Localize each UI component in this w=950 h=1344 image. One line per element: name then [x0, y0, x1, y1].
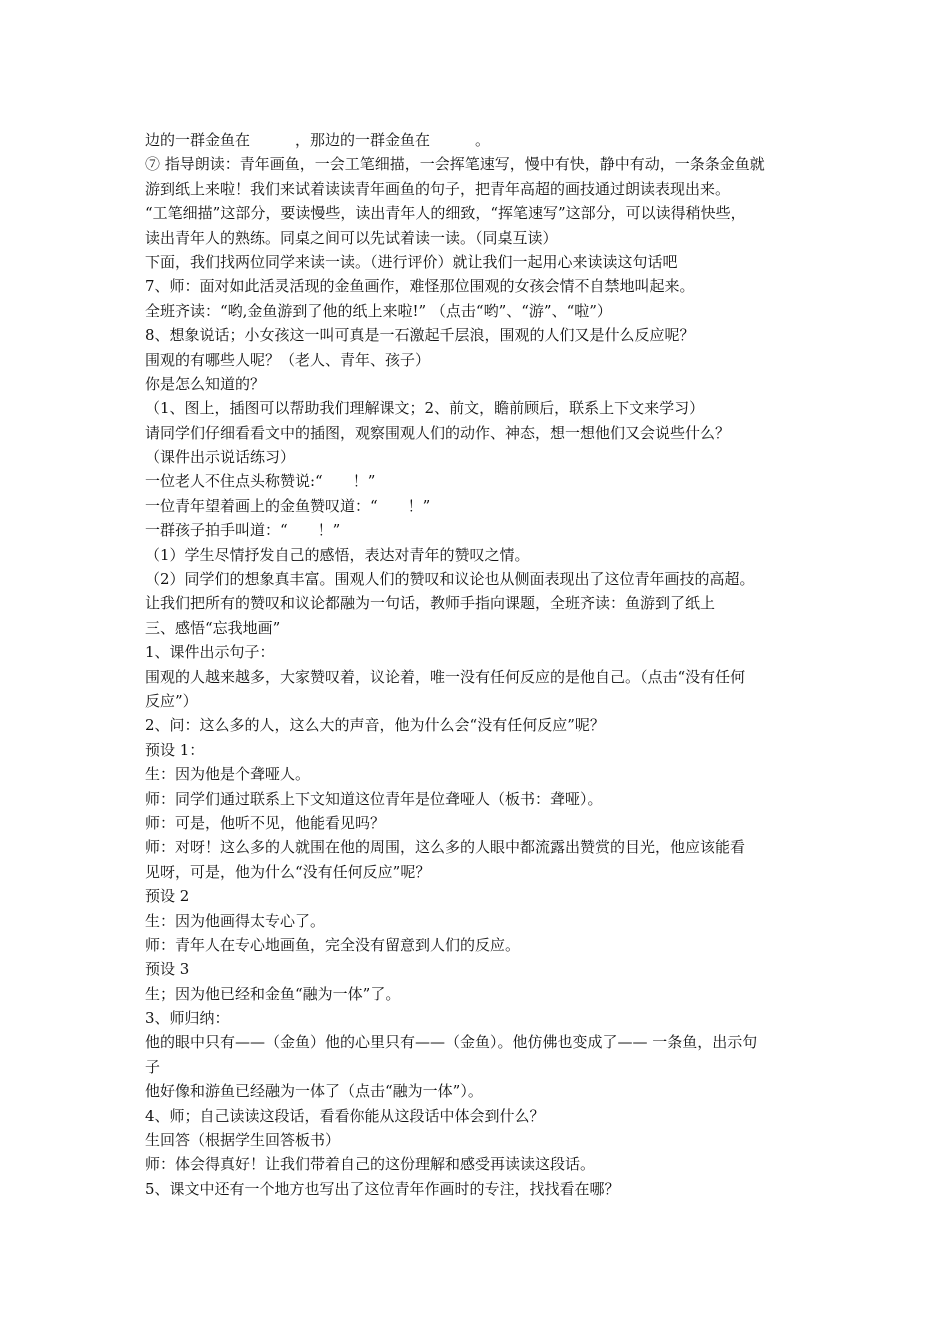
text-line: 师：青年人在专心地画鱼，完全没有留意到人们的反应。	[145, 935, 521, 954]
text-line: 预设 2	[145, 887, 190, 906]
text-line: 生：因为他画得太专心了。	[145, 911, 326, 930]
text-line: 师：可是，他听不见，他能看见吗？	[145, 813, 386, 832]
text-line: 师：体会得真好！让我们带着自己的这份理解和感受再读读这段话。	[145, 1155, 596, 1174]
text-line: 预设 1：	[145, 740, 205, 759]
text-line: 7、师：面对如此活灵活现的金鱼画作，难怪那位围观的女孩会情不自禁地叫起来。	[145, 277, 695, 296]
text-line: 一位老人不住点头称赞说:“ ！”	[145, 472, 376, 491]
text-line: 2、问：这么多的人，这么大的声音，他为什么会“没有任何反应”呢？	[145, 716, 605, 735]
text-line: 4、师；自己读读这段话，看看你能从这段话中体会到什么？	[145, 1106, 545, 1125]
text-line: 读出青年人的熟练。同桌之间可以先试着读一读。（同桌互读）	[145, 228, 558, 247]
text-line: 生回答（根据学生回答板书）	[145, 1131, 341, 1150]
text-line: 预设 3	[145, 960, 190, 979]
text-line: 下面，我们找两位同学来读一读。（进行评价）就让我们一起用心来读读这句话吧	[145, 252, 678, 271]
text-line: 5、课文中还有一个地方也写出了这位青年作画时的专注，找找看在哪？	[145, 1179, 620, 1198]
text-line: 一位青年望着画上的金鱼赞叹道：“ ！”	[145, 496, 431, 515]
text-line: 生；因为他已经和金鱼“融为一体”了。	[145, 984, 401, 1003]
text-line: （1、图上，插图可以帮助我们理解课文；2、前文，瞻前顾后，联系上下文来学习）	[145, 399, 705, 418]
text-line: 师：对呀！这么多的人就围在他的周围，这么多的人眼中都流露出赞赏的目光，他应该能看	[145, 838, 746, 857]
text-line: 他好像和游鱼已经融为一体了（点击“融为一体”）。	[145, 1082, 483, 1101]
text-line: 生：因为他是个聋哑人。	[145, 765, 311, 784]
text-line: 围观的有哪些人呢？（老人、青年、孩子）	[145, 350, 431, 369]
text-line: 全班齐读：“哟,金鱼游到了他的纸上来啦!” （点击“哟”、“游”、“啦”）	[145, 301, 612, 320]
section-heading: 三、感悟“忘我地画”	[145, 618, 281, 637]
text-line: 边的一群金鱼在 ，那边的一群金鱼在 。	[145, 131, 491, 149]
document-body	[145, 128, 825, 1201]
text-line: 见呀，可是，他为什么“没有任何反应”呢？	[145, 862, 431, 881]
text-line: 他的眼中只有——（金鱼）他的心里只有——（金鱼）。他仿佛也变成了—— 一条鱼，出示句	[145, 1033, 758, 1052]
text-line: 师：同学们通过联系上下文知道这位青年是位聋哑人（板书：聋哑）。	[145, 789, 603, 808]
text-line: （1）学生尽情抒发自己的感悟，表达对青年的赞叹之情。	[145, 545, 530, 564]
text-line: 反应”）	[145, 691, 198, 710]
text-line: 1、课件出示句子：	[145, 643, 275, 662]
text-line: 子	[145, 1057, 161, 1076]
text-line: （2）同学们的想象真丰富。围观人们的赞叹和议论也从侧面表现出了这位青年画技的高超。	[145, 570, 755, 589]
text-line: （课件出示说话练习）	[145, 448, 296, 467]
text-line: 8、想象说话；小女孩这一叫可真是一石激起千层浪，围观的人们又是什么反应呢？	[145, 326, 695, 345]
text-line: ⑦ 指导朗读：青年画鱼，一会工笔细描，一会挥笔速写，慢中有快，静中有动，一条条金鱼就	[145, 155, 765, 174]
text-line: 让我们把所有的赞叹和议论都融为一句话，教师手指向课题，全班齐读：鱼游到了纸上	[145, 594, 716, 613]
text-line: 3、师归纳：	[145, 1009, 230, 1028]
text-line: 游到纸上来啦！我们来试着读读青年画鱼的句子，把青年高超的画技通过朗读表现出来。	[145, 179, 731, 198]
text-line: “工笔细描”这部分，要读慢些，读出青年人的细致，“挥笔速写”这部分，可以读得稍快些，	[145, 204, 746, 223]
text-line: 一群孩子拍手叫道：“ ！”	[145, 521, 341, 540]
text-line: 请同学们仔细看看文中的插图，观察围观人们的动作、神态，想一想他们又会说些什么？	[145, 423, 731, 442]
text-line: 你是怎么知道的？	[145, 374, 266, 393]
text-line: 围观的人越来越多，大家赞叹着，议论着，唯一没有任何反应的是他自己。（点击“没有任何	[145, 667, 746, 686]
